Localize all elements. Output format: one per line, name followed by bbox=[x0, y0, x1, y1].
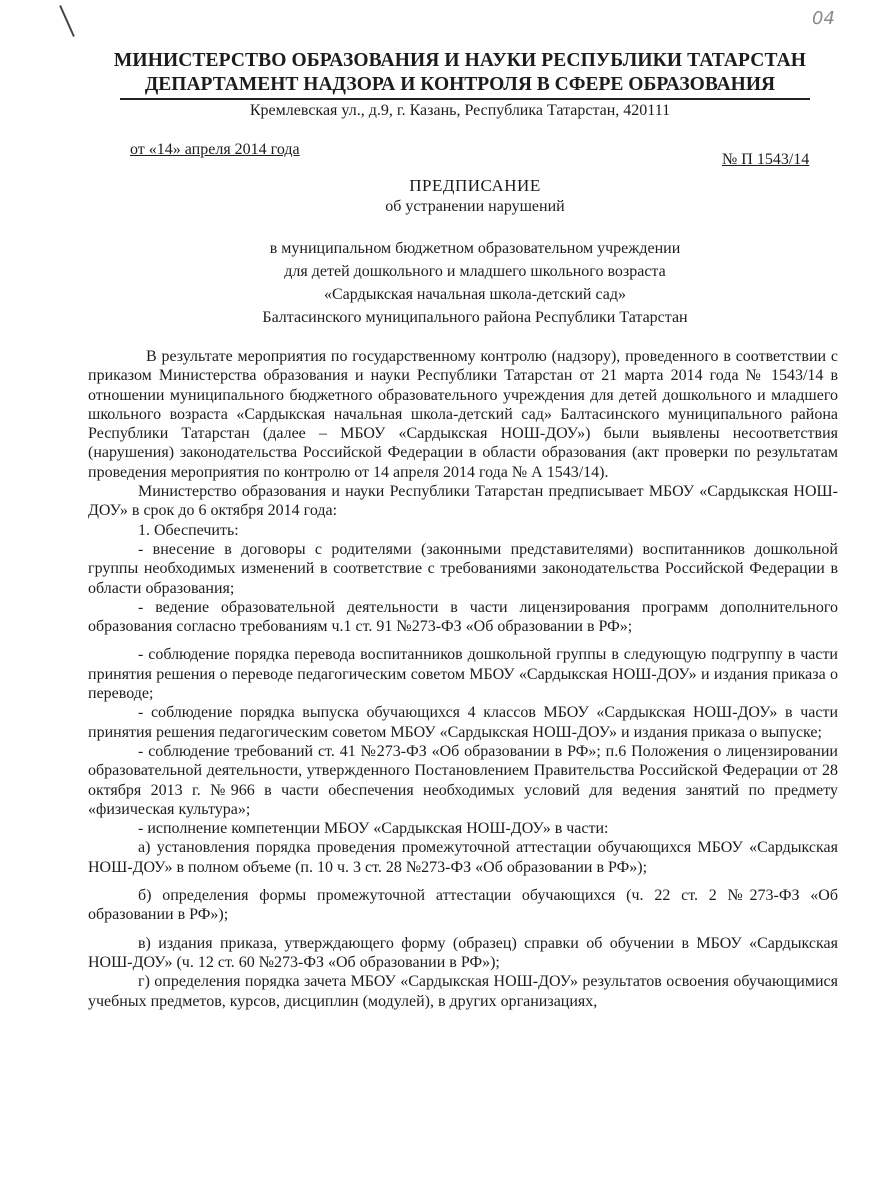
document-date: от «14» апреля 2014 года bbox=[130, 141, 300, 158]
requirement-bullet: - внесение в договоры с родителями (законными представителями) воспитанников дошкольной группы необходимых изменений в соответствие с требованиями законодательства Российской Федерации в области образования; bbox=[88, 540, 838, 597]
subitem-b: б) определения формы промежуточной аттестации обучающихся (ч. 22 ст. 2 №273-ФЗ «Об образовании в РФ»); bbox=[88, 887, 838, 924]
requirement-bullet: - исполнение компетенции МБОУ «Сардыкская НОШ-ДОУ» в части: bbox=[138, 820, 609, 838]
organization-line: в муниципальном бюджетном образовательном учреждении bbox=[269, 240, 681, 257]
item-1: 1. Обеспечить: bbox=[138, 521, 239, 539]
organization-line: «Сардыкская начальная школа-детский сад» bbox=[324, 286, 626, 303]
subitem-a: а) установления порядка проведения промежуточной аттестации обучающихся МБОУ «Сардыкская НОШ-ДОУ» в полном объеме (п. 10 ч. 3 ст. 28 №273-ФЗ «Об образовании в РФ»); bbox=[88, 839, 838, 876]
order-paragraph: Министерство образования и науки Республики Татарстан предписывает МБОУ «Сардыкская НОШ-ДОУ» в срок до 6 октября 2014 года: bbox=[88, 483, 838, 520]
pen-mark bbox=[59, 5, 75, 37]
document-title: ПРЕДПИСАНИЕ bbox=[409, 176, 541, 195]
ministry-heading: МИНИСТЕРСТВО ОБРАЗОВАНИЯ И НАУКИ РЕСПУБЛИКИ ТАТАРСТАН bbox=[113, 50, 807, 71]
organization-line: для детей дошкольного и младшего школьного возраста bbox=[284, 263, 666, 280]
address: Кремлевская ул., д.9, г. Казань, Республика Татарстан, 420111 bbox=[249, 102, 671, 119]
requirement-bullet: - соблюдение требований ст. 41 №273-ФЗ «Об образовании в РФ»; п.6 Положения о лицензировании образовательной деятельности, утвержденного Постановлением Правительства Российской Федерации от 28 октября 2013 г. №966 в части обеспечения необходимых условий для ведения занятий по предмету «физическая культура»; bbox=[88, 742, 838, 818]
organization-line: Балтасинского муниципального района Республики Татарстан bbox=[262, 309, 688, 326]
subitem-g: г) определения порядка зачета МБОУ «Сардыкская НОШ-ДОУ» результатов освоения обучающимися учебных предметов, курсов, дисциплин (модулей), в других организациях, bbox=[88, 973, 838, 1010]
requirement-bullet: - соблюдение порядка перевода воспитанников дошкольной группы в следующую подгруппу в части принятия решения о переводе педагогическим советом МБОУ «Сардыкская НОШ-ДОУ» и издания приказа о переводе; bbox=[88, 646, 838, 703]
document-body bbox=[88, 347, 838, 1011]
requirement-bullet: - соблюдение порядка выпуска обучающихся 4 классов МБОУ «Сардыкская НОШ-ДОУ» в части принятия решения педагогическим советом МБОУ «Сардыкская НОШ-ДОУ» и издания приказа о выпуске; bbox=[88, 704, 838, 741]
subitem-v: в) издания приказа, утверждающего форму (образец) справки об обучении в МБОУ «Сардыкская НОШ-ДОУ» (ч. 12 ст. 60 №273-ФЗ «Об образовании в РФ»); bbox=[88, 934, 838, 971]
header-divider bbox=[120, 98, 810, 100]
intro-paragraph: В результате мероприятия по государственному контролю (надзору), проведенного в соответствии с приказом Министерства образования и науки Республики Татарстан от 21 марта 2014 года № 1543/14 в отношении муниципального бюджетного образовательного учреждения для детей дошкольного и младшего школьного возраста «Сардыкская начальная школа-детский сад» Балтасинского муниципального района Республики Татарстан (далее – МБОУ «Сардыкская НОШ-ДОУ») были выявлены несоответствия (нарушения) законодательства Российской Федерации в области образования (акт проверки по результатам проведения мероприятия по контролю от 14 апреля 2014 года № А 1543/14). bbox=[88, 348, 838, 481]
document-number: № П 1543/14 bbox=[722, 151, 810, 168]
requirement-bullet: - ведение образовательной деятельности в части лицензирования программ дополнительного образования согласно требованиям ч.1 ст. 91 №273-ФЗ «Об образовании в РФ»; bbox=[88, 598, 838, 636]
page-number-handwritten: 04 bbox=[812, 8, 835, 29]
department-heading: ДЕПАРТАМЕНТ НАДЗОРА И КОНТРОЛЯ В СФЕРЕ ОБРАЗОВАНИЯ bbox=[144, 74, 776, 95]
document-subtitle: об устранении нарушений bbox=[385, 198, 565, 215]
